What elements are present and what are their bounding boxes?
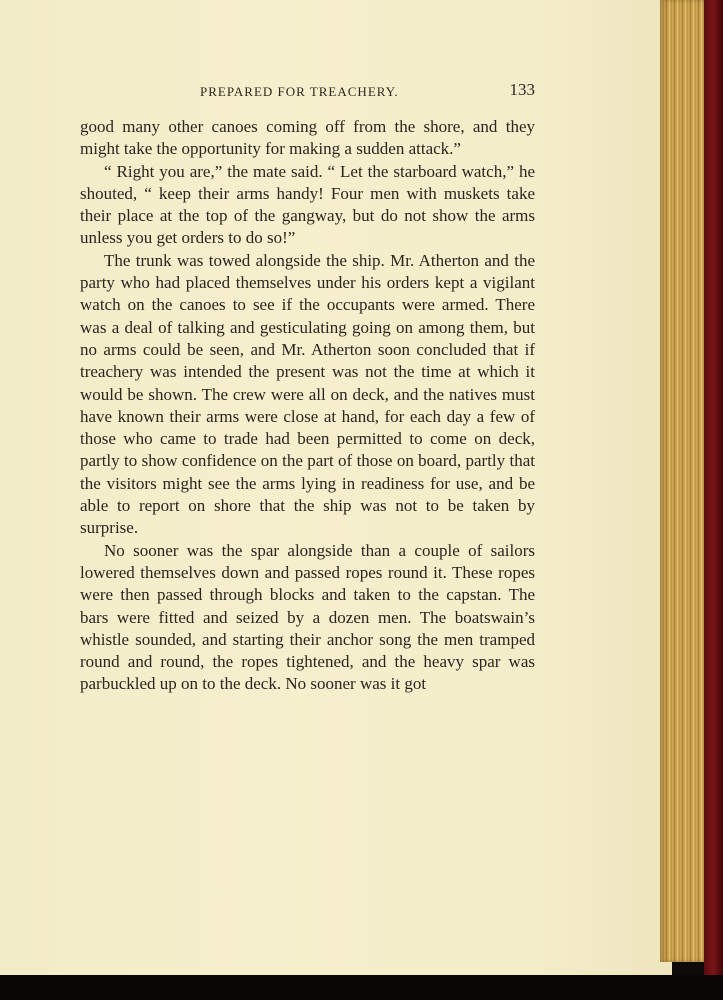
page-header — [80, 80, 535, 104]
page-number: 133 — [509, 80, 535, 99]
paragraph: The trunk was towed alongside the ship. Mr. Atherton and the party who had placed themselves under his orders kept a vigilant watch on the canoes to see if the occupants were armed. There was a deal of talking and gesticulating going on among them, but no arms could be seen, and Mr. Atherton soon concluded that if treachery was intended the present was not the time at which it would be shown. The crew were all on deck, and the natives must have known their arms were close at hand, for each day a few of those who came to trade had been permitted to come on deck, partly to show confidence on the part of those on board, partly that the visitors might see the arms lying in readiness for use, and be able to report on shore that the ship was not to be taken by surprise. — [80, 250, 535, 538]
paragraph: good many other canoes coming off from the shore, and they might take the opportunity for making a sudden attack.” — [80, 117, 535, 159]
page-edges — [660, 0, 704, 962]
book-cover-edge — [704, 0, 723, 1000]
running-head: PREPARED FOR TREACHERY. — [200, 84, 399, 99]
paragraph: “ Right you are,” the mate said. “ Let the starboard watch,” he shouted, “ keep their arms handy! Four men with muskets take their place at the top of the gangway, but do not show the arms unless you get orders to do so!” — [80, 161, 535, 248]
paragraph: No sooner was the spar alongside than a couple of sailors lowered themselves down and passed ropes round it. These ropes were then passed through blocks and taken to the capstan. The bars were fitted and seized by a dozen men. The boatswain’s whistle sounded, and starting their anchor song the men tramped round and round, the ropes tightened, and the heavy spar was parbuckled up on to the deck. No sooner was it got — [80, 540, 535, 694]
body-text — [80, 116, 535, 696]
scan-background — [0, 975, 723, 1000]
